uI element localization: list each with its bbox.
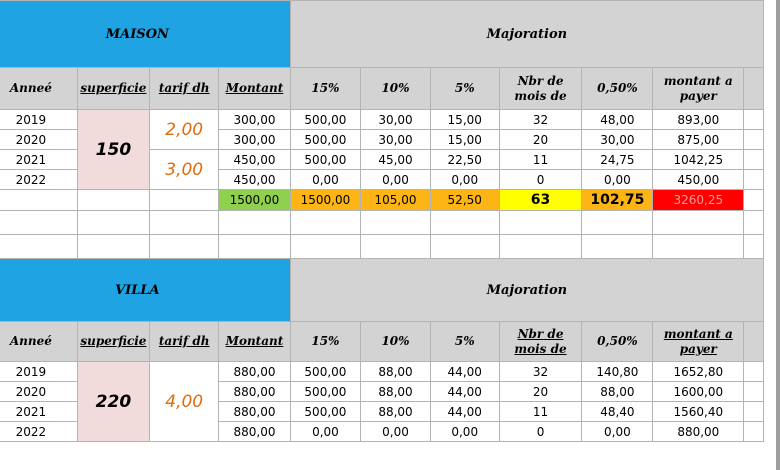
empty-cell[interactable]	[744, 382, 764, 402]
header-5pct[interactable]: 5%	[430, 68, 499, 110]
cell-5pct[interactable]: 22,50	[430, 150, 499, 170]
cell-montant[interactable]: 880,00	[219, 382, 290, 402]
empty-cell[interactable]	[744, 402, 764, 422]
cell-nbr-mois[interactable]: 32	[499, 362, 582, 382]
cell-050pct[interactable]: 48,40	[582, 402, 653, 422]
header-superficie[interactable]: superficie	[77, 322, 149, 362]
empty-cell[interactable]	[0, 211, 77, 235]
maison-majoration-header[interactable]: Majoration	[290, 1, 763, 68]
blank-row	[0, 211, 764, 235]
header-050pct[interactable]: 0,50%	[582, 68, 653, 110]
empty-cell[interactable]	[150, 211, 219, 235]
cell-10pct[interactable]: 30,00	[361, 110, 431, 130]
cell-050pct[interactable]: 30,00	[582, 130, 653, 150]
table-row	[0, 362, 764, 382]
cell-10pct[interactable]: 88,00	[361, 402, 431, 422]
empty-cell[interactable]	[582, 211, 653, 235]
empty-cell[interactable]	[0, 190, 77, 211]
cell-050pct[interactable]: 140,80	[582, 362, 653, 382]
header-tarif[interactable]: tarif dh	[150, 68, 219, 110]
cell-10pct[interactable]: 88,00	[361, 362, 431, 382]
empty-cell[interactable]	[744, 211, 764, 235]
cell-10pct[interactable]: 88,00	[361, 382, 431, 402]
total-10pct[interactable]: 105,00	[361, 190, 431, 211]
villa-title[interactable]: VILLA	[0, 259, 290, 322]
cell-montant-payer[interactable]: 880,00	[653, 422, 744, 442]
total-15pct[interactable]: 1500,00	[290, 190, 361, 211]
cell-annee[interactable]: 2019	[0, 110, 77, 130]
header-10pct[interactable]: 10%	[361, 322, 431, 362]
blank-row	[0, 235, 764, 259]
cell-annee[interactable]: 2021	[0, 402, 77, 422]
header-tarif[interactable]: tarif dh	[150, 322, 219, 362]
cell-10pct[interactable]: 0,00	[361, 170, 431, 190]
cell-5pct[interactable]: 0,00	[430, 170, 499, 190]
header-5pct[interactable]: 5%	[430, 322, 499, 362]
header-annee[interactable]: Anneé	[0, 68, 77, 110]
empty-cell[interactable]	[430, 211, 499, 235]
empty-cell[interactable]	[219, 235, 290, 259]
cell-annee[interactable]: 2021	[0, 150, 77, 170]
cell-15pct[interactable]: 500,00	[290, 362, 361, 382]
cell-annee[interactable]: 2022	[0, 422, 77, 442]
cell-5pct[interactable]: 0,00	[430, 422, 499, 442]
cell-montant[interactable]: 450,00	[219, 170, 290, 190]
cell-15pct[interactable]: 0,00	[290, 422, 361, 442]
empty-cell[interactable]	[150, 190, 219, 211]
empty-cell[interactable]	[499, 211, 582, 235]
cell-5pct[interactable]: 44,00	[430, 402, 499, 422]
empty-cell[interactable]	[499, 235, 582, 259]
totals-row	[0, 190, 764, 211]
empty-cell[interactable]	[290, 211, 361, 235]
cell-montant-payer[interactable]: 450,00	[653, 170, 744, 190]
empty-cell[interactable]	[744, 110, 764, 130]
cell-nbr-mois[interactable]: 0	[499, 422, 582, 442]
empty-cell[interactable]	[77, 235, 149, 259]
empty-cell[interactable]	[653, 235, 744, 259]
cell-15pct[interactable]: 500,00	[290, 382, 361, 402]
cell-15pct[interactable]: 0,00	[290, 170, 361, 190]
empty-cell[interactable]	[219, 211, 290, 235]
cell-050pct[interactable]: 0,00	[582, 422, 653, 442]
total-montant[interactable]: 1500,00	[219, 190, 290, 211]
empty-cell[interactable]	[744, 68, 764, 110]
cell-nbr-mois[interactable]: 32	[499, 110, 582, 130]
cell-nbr-mois[interactable]: 20	[499, 382, 582, 402]
cell-10pct[interactable]: 0,00	[361, 422, 431, 442]
empty-cell[interactable]	[744, 190, 764, 211]
header-10pct[interactable]: 10%	[361, 68, 431, 110]
empty-cell[interactable]	[744, 170, 764, 190]
cell-tarif[interactable]: 2,00	[150, 110, 219, 150]
header-montant[interactable]: Montant	[219, 68, 290, 110]
cell-montant-payer[interactable]: 1042,25	[653, 150, 744, 170]
cell-15pct[interactable]: 500,00	[290, 150, 361, 170]
cell-montant[interactable]: 880,00	[219, 422, 290, 442]
empty-cell[interactable]	[744, 130, 764, 150]
total-nbr-mois[interactable]: 63	[499, 190, 582, 211]
empty-cell[interactable]	[744, 235, 764, 259]
cell-montant[interactable]: 300,00	[219, 110, 290, 130]
header-montant-payer[interactable]: montant a payer	[653, 322, 744, 362]
table-row	[0, 110, 764, 130]
villa-majoration-header[interactable]: Majoration	[290, 259, 763, 322]
header-annee[interactable]: Anneé	[0, 322, 77, 362]
cell-15pct[interactable]: 500,00	[290, 402, 361, 422]
empty-cell[interactable]	[361, 235, 431, 259]
cell-10pct[interactable]: 45,00	[361, 150, 431, 170]
empty-cell[interactable]	[361, 211, 431, 235]
cell-050pct[interactable]: 24,75	[582, 150, 653, 170]
cell-annee[interactable]: 2020	[0, 382, 77, 402]
empty-cell[interactable]	[744, 422, 764, 442]
cell-montant-payer[interactable]: 1652,80	[653, 362, 744, 382]
cell-15pct[interactable]: 500,00	[290, 130, 361, 150]
cell-tarif[interactable]: 3,00	[150, 150, 219, 190]
total-050pct[interactable]: 102,75	[582, 190, 653, 211]
cell-montant-payer[interactable]: 875,00	[653, 130, 744, 150]
cell-15pct[interactable]: 500,00	[290, 110, 361, 130]
empty-cell[interactable]	[150, 235, 219, 259]
empty-cell[interactable]	[0, 235, 77, 259]
cell-montant-payer[interactable]: 1600,00	[653, 382, 744, 402]
cell-nbr-mois[interactable]: 0	[499, 170, 582, 190]
header-050pct[interactable]: 0,50%	[582, 322, 653, 362]
cell-montant-payer[interactable]: 893,00	[653, 110, 744, 130]
header-montant-payer[interactable]: montant a payer	[653, 68, 744, 110]
cell-superficie[interactable]: 220	[77, 362, 149, 442]
cell-superficie[interactable]: 150	[77, 110, 149, 190]
empty-cell[interactable]	[77, 190, 149, 211]
empty-cell[interactable]	[290, 235, 361, 259]
total-montant-payer[interactable]: 3260,25	[653, 190, 744, 211]
cell-annee[interactable]: 2022	[0, 170, 77, 190]
cell-montant-payer[interactable]: 1560,40	[653, 402, 744, 422]
header-15pct[interactable]: 15%	[290, 322, 361, 362]
cell-5pct[interactable]: 15,00	[430, 130, 499, 150]
cell-montant[interactable]: 300,00	[219, 130, 290, 150]
cell-nbr-mois[interactable]: 20	[499, 130, 582, 150]
empty-cell[interactable]	[653, 211, 744, 235]
cell-annee[interactable]: 2019	[0, 362, 77, 382]
cell-050pct[interactable]: 0,00	[582, 170, 653, 190]
empty-cell[interactable]	[582, 235, 653, 259]
header-15pct[interactable]: 15%	[290, 68, 361, 110]
cell-050pct[interactable]: 88,00	[582, 382, 653, 402]
empty-cell[interactable]	[744, 150, 764, 170]
maison-title[interactable]: MAISON	[0, 1, 290, 68]
cell-nbr-mois[interactable]: 11	[499, 150, 582, 170]
cell-nbr-mois[interactable]: 11	[499, 402, 582, 422]
header-montant[interactable]: Montant	[219, 322, 290, 362]
empty-cell[interactable]	[744, 322, 764, 362]
header-nbr-mois[interactable]: Nbr de mois de	[499, 322, 582, 362]
cell-montant[interactable]: 880,00	[219, 402, 290, 422]
window-edge	[776, 0, 780, 470]
cell-5pct[interactable]: 44,00	[430, 362, 499, 382]
total-5pct[interactable]: 52,50	[430, 190, 499, 211]
cell-annee[interactable]: 2020	[0, 130, 77, 150]
header-superficie[interactable]: superficie	[77, 68, 149, 110]
empty-cell[interactable]	[430, 235, 499, 259]
cell-10pct[interactable]: 30,00	[361, 130, 431, 150]
cell-tarif[interactable]: 4,00	[150, 362, 219, 442]
cell-050pct[interactable]: 48,00	[582, 110, 653, 130]
empty-cell[interactable]	[744, 362, 764, 382]
cell-montant[interactable]: 450,00	[219, 150, 290, 170]
cell-5pct[interactable]: 15,00	[430, 110, 499, 130]
cell-5pct[interactable]: 44,00	[430, 382, 499, 402]
header-nbr-mois[interactable]: Nbr de mois de	[499, 68, 582, 110]
cell-montant[interactable]: 880,00	[219, 362, 290, 382]
empty-cell[interactable]	[77, 211, 149, 235]
